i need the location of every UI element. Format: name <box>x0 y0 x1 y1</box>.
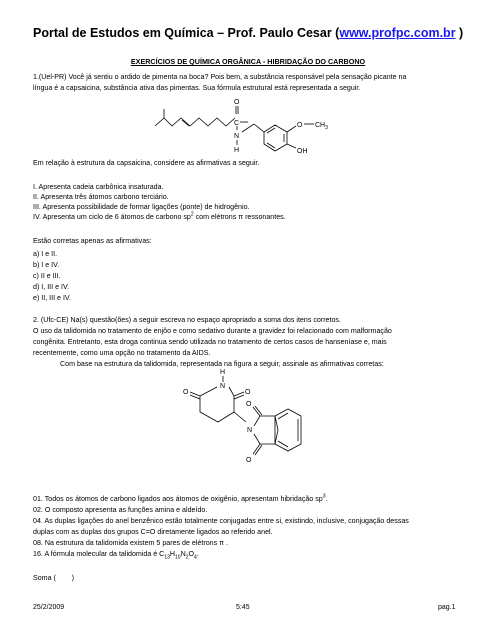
thalidomide-n-imide: N <box>220 383 226 390</box>
capsaicin-o-top: O <box>234 99 240 106</box>
capsaicin-h: H <box>234 147 240 154</box>
q2-line-4: recentemente, como uma opção no tratamento da AIDS. <box>33 349 211 357</box>
header-title: Portal de Estudos em Química – Prof. Paulo Cesar ( <box>33 26 340 40</box>
q1-statement-1: I. Apresenta cadeia carbônica insaturada. <box>33 183 164 191</box>
q1-statement-4-sup: 2 <box>190 211 194 218</box>
thalidomide-o-right: O <box>245 389 251 396</box>
item16-d: O <box>188 550 194 558</box>
footer-date: 25/2/2009 <box>33 604 65 611</box>
q1-option-a: a) I e II. <box>33 250 58 258</box>
header-close: ) <box>455 26 464 40</box>
q2-line-5: Com base na estrutura da talidomida, representada na figura a seguir, assinale as afirmativas corretas: <box>60 360 384 368</box>
q1-option-d: d) I, III e IV. <box>33 283 70 291</box>
q1-prompt: Em relação à estrutura da capsaicina, considere as afirmativas a seguir. <box>33 159 260 167</box>
q2-item-16 <box>33 549 199 559</box>
item16-s2: 10 <box>175 554 181 561</box>
thalidomide-o-lower: O <box>246 457 252 464</box>
capsaicin-c: C <box>234 120 240 127</box>
capsaicin-o-methoxy: O <box>297 122 303 129</box>
thalidomide-h: H <box>220 369 226 376</box>
item16-a: 16. A fórmula molecular da talidomida é C <box>33 550 165 558</box>
item16-c: N <box>180 550 186 558</box>
q2-item-01-sup: 3 <box>322 493 326 500</box>
ch3-main: CH <box>315 122 326 129</box>
q1-statement-4 <box>33 212 286 222</box>
q2-item-04-line-1: 04. As duplas ligações do anel benzênico estão totalmente conjugadas entre si, existindo, inclusive, conjugação dessas <box>33 517 409 525</box>
capsaicin-n: N <box>234 133 240 140</box>
q1-ask: Estão corretas apenas as afirmativas: <box>33 237 152 245</box>
q2-line-1: 2. (Ufc-CE) Na(s) questão(ões) a seguir escreva no espaço apropriado a soma dos itens corretos. <box>33 316 341 324</box>
page-header <box>33 26 473 40</box>
q2-line-3: congênita. Entretanto, esta droga continua sendo utilizada no tratamento de certos casos de hanseníase e, mais <box>33 338 387 346</box>
q2-item-02: 02. O composto apresenta as funções amina e aldeído. <box>33 506 208 514</box>
q2-item-01-b: . <box>325 495 328 503</box>
thalidomide-n-phthal: N <box>247 427 253 434</box>
item16-b: H <box>169 550 175 558</box>
q2-item-04-line-2: duplas com as duplas dos grupos C=O diretamente ligados ao referido anel. <box>33 528 273 536</box>
site-link[interactable]: www.profpc.com.br <box>339 26 456 40</box>
q1-line-2: língua é a capsaicina, substância ativa das pimentas. Sua fórmula estrutural está representada a seguir. <box>33 84 361 92</box>
capsaicin-ch3 <box>315 122 328 131</box>
thalidomide-structure <box>170 364 310 490</box>
q2-item-01-a: 01. Todos os átomos de carbono ligados aos átomos de oxigênio, apresentam hibridação sp <box>33 495 323 503</box>
item16-e: . <box>196 550 199 558</box>
q1-option-b: b) I e IV. <box>33 261 60 269</box>
thalidomide-o-left: O <box>183 389 189 396</box>
q2-line-2: O uso da talidomida no tratamento de enjôo e como sedativo durante a gravidez foi relacionado com malformação <box>33 327 392 335</box>
q1-statement-4-b: com elétrons π ressonantes. <box>193 213 286 221</box>
q1-statement-4-a: IV. Apresenta um ciclo de 6 átomos de carbono sp <box>33 213 191 221</box>
thalidomide-o-upper: O <box>246 401 252 408</box>
ch3-sub: 3 <box>325 125 328 131</box>
q2-item-08: 08. Na estrutura da talidomida existem 5 pares de elétrons π . <box>33 539 228 547</box>
q2-item-01 <box>33 494 327 504</box>
q1-statement-2: II. Apresenta três átomos carbono terciário. <box>33 193 169 201</box>
section-title: EXERCÍCIOS DE QUÍMICA ORGÂNICA - HIBRIDAÇÃO DO CARBONO <box>130 57 366 66</box>
capsaicin-structure <box>150 96 350 154</box>
item16-s4: 4 <box>194 554 197 561</box>
q1-option-e: e) II, III e IV. <box>33 294 71 302</box>
footer-page: pag.1 <box>438 604 456 611</box>
q2-soma: Soma ( ) <box>33 574 74 582</box>
q1-line-1: 1.(Uel-PR) Você já sentiu o ardido de pimenta na boca? Pois bem, a substância responsável pela sensação picante na <box>33 73 407 81</box>
capsaicin-oh: OH <box>297 148 308 154</box>
q1-statement-3: III. Apresenta possibilidade de formar ligações (ponte) de hidrogênio. <box>33 203 250 211</box>
footer-time: 5:45 <box>236 604 250 611</box>
item16-s1: 13 <box>164 554 170 561</box>
item16-s3: 2 <box>185 554 189 561</box>
q1-option-c: c) II e III. <box>33 272 61 280</box>
